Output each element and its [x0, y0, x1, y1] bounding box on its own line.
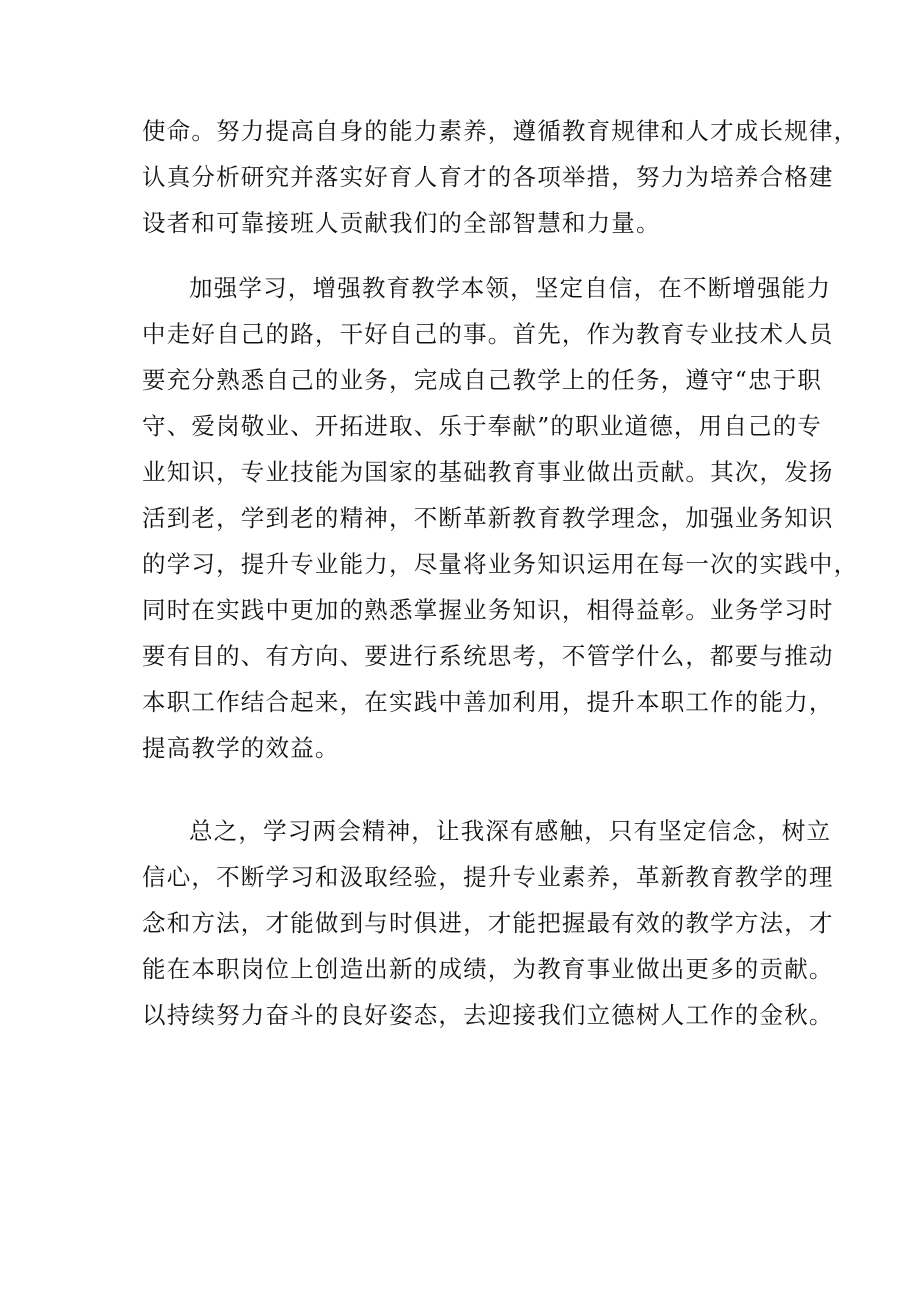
paragraph-continuation [142, 108, 859, 246]
paragraph-conclusion [142, 808, 834, 1038]
paragraph-line: 的学习，提升专业能力，尽量将业务知识运用在每一次的实践中， [142, 550, 859, 578]
paragraph-line: 能在本职岗位上创造出新的成绩，为教育事业做出更多的贡献。 [142, 955, 834, 983]
paragraph-line: 同时在实践中更加的熟悉掌握业务知识，相得益彰。业务学习时 [142, 596, 834, 624]
paragraph-line: 加强学习，增强教育教学本领，坚定自信，在不断增强能力 [189, 274, 832, 302]
paragraph-line: 信心，不断学习和汲取经验，提升专业素养，革新教育教学的理 [142, 863, 834, 891]
paragraph-line: 提高教学的效益。 [142, 734, 340, 762]
paragraph-line: 要充分熟悉自己的业务，完成自己教学上的任务，遵守“忠于职 [142, 366, 823, 394]
paragraph-line: 业知识，专业技能为国家的基础教育事业做出贡献。其次，发扬 [142, 458, 834, 486]
paragraph-line: 守、爱岗敬业、开拓进取、乐于奉献”的职业道德，用自己的专 [142, 412, 823, 440]
paragraph-line: 中走好自己的路，干好自己的事。首先，作为教育专业技术人员 [142, 320, 834, 348]
paragraph-line: 念和方法，才能做到与时俱进，才能把握最有效的教学方法，才 [142, 909, 834, 937]
paragraph-line: 总之，学习两会精神，让我深有感触，只有坚定信念，树立 [189, 817, 832, 845]
paragraph-line: 认真分析研究并落实好育人育才的各项举措，努力为培养合格建 [142, 163, 834, 191]
paragraph-line: 使命。努力提高自身的能力素养，遵循教育规律和人才成长规律， [142, 117, 859, 145]
paragraph-line: 以持续努力奋斗的良好姿态，去迎接我们立德树人工作的金秋。 [142, 1001, 834, 1029]
paragraph-line: 本职工作结合起来，在实践中善加利用，提升本职工作的能力， [142, 688, 834, 716]
paragraph-line: 活到老，学到老的精神，不断革新教育教学理念，加强业务知识 [142, 504, 834, 532]
paragraph-line: 设者和可靠接班人贡献我们的全部智慧和力量。 [142, 209, 661, 237]
paragraph-line: 要有目的、有方向、要进行系统思考，不管学什么，都要与推动 [142, 642, 834, 670]
paragraph-study [142, 265, 859, 771]
